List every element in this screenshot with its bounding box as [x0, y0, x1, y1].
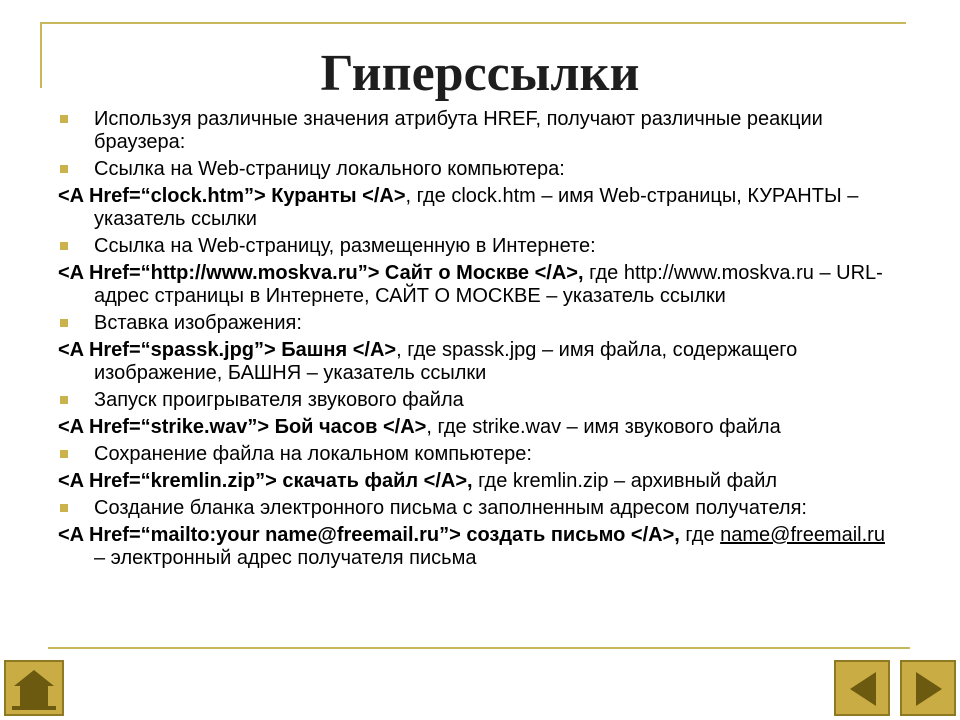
code-explanation: , где clock.htm – имя Web-страницы, КУРАНТЫ – указатель ссылки — [94, 185, 859, 230]
code-example — [58, 185, 898, 231]
bullet-item — [58, 158, 898, 181]
code-snippet: <A Href=“mailto:your name@freemail.ru”> создать письмо </A>, — [58, 524, 680, 546]
bullet-item — [58, 389, 898, 412]
bullet-text: Ссылка на Web-страницу локального компьютера: — [94, 158, 565, 180]
code-snippet: <A Href=“kremlin.zip”> скачать файл </A>, — [58, 470, 473, 492]
bullet-item — [58, 497, 898, 520]
bullet-marker-icon — [58, 158, 94, 181]
code-explanation: , где spassk.jpg – имя файла, содержащего изображение, БАШНЯ – указатель ссылки — [94, 339, 798, 384]
bullet-text: Создание бланка электронного письма с заполненным адресом получателя: — [94, 497, 807, 519]
email-link[interactable]: name@freemail.ru — [720, 524, 885, 546]
bullet-marker-icon — [58, 443, 94, 466]
code-example — [58, 524, 898, 570]
code-explanation: где — [679, 524, 721, 546]
bullet-marker-icon — [58, 389, 94, 412]
bullet-text: Сохранение файла на локальном компьютере: — [94, 443, 532, 465]
arrow-right-icon — [916, 672, 942, 706]
bullet-text: Ссылка на Web-страницу, размещенную в Интернете: — [94, 235, 596, 257]
bullet-item — [58, 443, 898, 466]
bullet-text: Вставка изображения: — [94, 312, 302, 334]
code-explanation-tail: – электронный адрес получателя письма — [94, 547, 477, 569]
code-explanation: где kremlin.zip – архивный файл — [472, 470, 778, 492]
slide-content — [58, 108, 898, 574]
bullet-item — [58, 312, 898, 335]
prev-slide-button[interactable] — [834, 660, 890, 716]
code-example — [58, 262, 898, 308]
frame-top-line — [40, 22, 906, 24]
code-example — [58, 416, 898, 439]
frame-bottom-line — [48, 647, 910, 649]
bullet-marker-icon — [58, 108, 94, 154]
code-explanation: где http://www.moskva.ru – URL-адрес страницы в Интернете, САЙТ О МОСКВЕ – указатель ссылки — [94, 262, 883, 307]
code-example — [58, 339, 898, 385]
bullet-text: Запуск проигрывателя звукового файла — [94, 389, 464, 411]
bullet-marker-icon — [58, 312, 94, 335]
bullet-marker-icon — [58, 497, 94, 520]
code-snippet: <A Href=“strike.wav”> Бой часов </A> — [58, 416, 427, 438]
bullet-item — [58, 235, 898, 258]
code-example — [58, 470, 898, 493]
bullet-item — [58, 108, 898, 154]
code-snippet: <A Href=“clock.htm”> Куранты </A> — [58, 185, 406, 207]
bullet-text: Используя различные значения атрибута HREF, получают различные реакции браузера: — [94, 108, 823, 153]
code-snippet: <A Href=“http://www.moskva.ru”> Сайт о Москве </A>, — [58, 262, 584, 284]
code-snippet: <A Href=“spassk.jpg”> Башня </A> — [58, 339, 397, 361]
slide-title: Гиперссылки — [320, 45, 640, 102]
home-button[interactable] — [4, 660, 64, 716]
code-explanation: , где strike.wav – имя звукового файла — [426, 416, 781, 438]
bullet-marker-icon — [58, 235, 94, 258]
next-slide-button[interactable] — [900, 660, 956, 716]
arrow-left-icon — [850, 672, 876, 706]
